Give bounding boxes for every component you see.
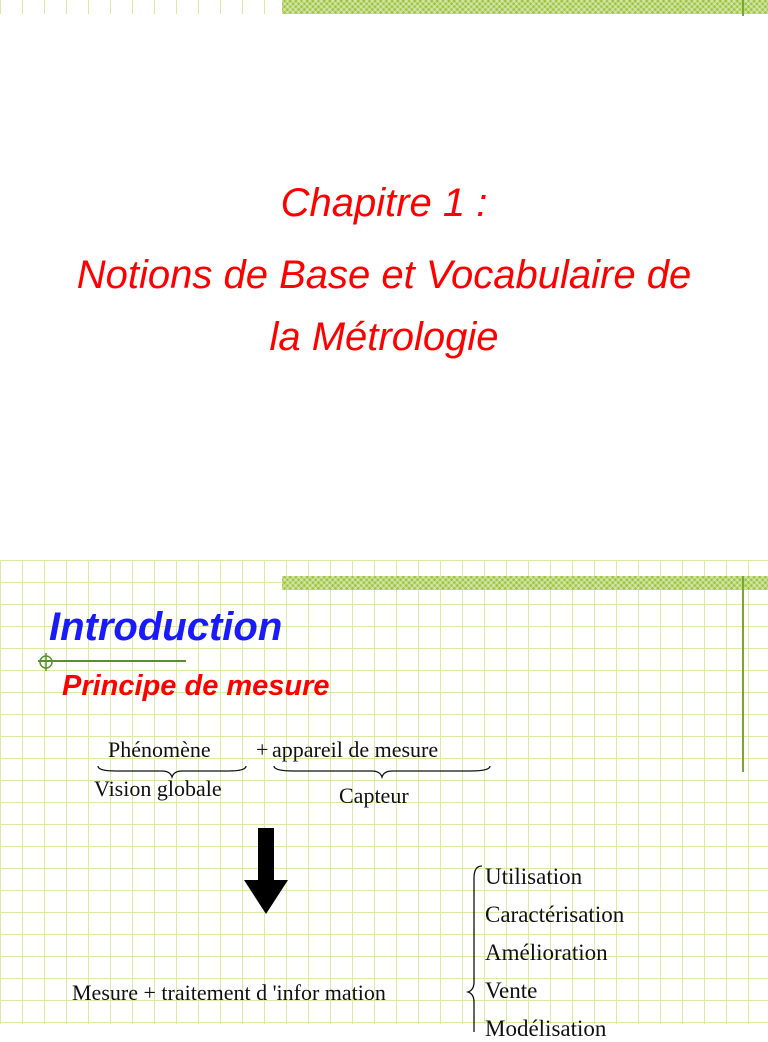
sensor-label: Capteur (339, 783, 409, 808)
section-subheading: Principe de mesure (62, 670, 330, 702)
chapter-title: Chapitre 1 : (280, 181, 488, 225)
chapter-subtitle-line2: la Métrologie (269, 315, 499, 359)
down-arrow-icon (244, 828, 288, 914)
chapter-subtitle-line1: Notions de Base et Vocabulaire de (76, 253, 692, 297)
top-green-band (282, 576, 768, 590)
underbrace-instrument (272, 764, 492, 778)
measurement-processing: Mesure + traitement d 'infor mation (72, 980, 386, 1005)
top-green-band (282, 0, 768, 14)
curly-brace-icon (466, 864, 484, 1034)
use-item-4: Vente (485, 978, 538, 1003)
use-item-5: Modélisation (485, 1016, 607, 1041)
instrument-term: appareil de mesure (272, 737, 439, 762)
use-item-3: Amélioration (485, 940, 608, 965)
section-heading: Introduction (49, 605, 283, 649)
crosshair-icon (36, 653, 56, 671)
introduction-slide (0, 560, 768, 1041)
global-view-label: Vision globale (94, 776, 222, 801)
heading-underline (38, 660, 186, 662)
use-item-1: Utilisation (485, 864, 583, 889)
vertical-rule (742, 576, 744, 772)
vertical-rule (742, 0, 744, 16)
phenomenon-term: Phénomène (108, 737, 211, 762)
plus-sign: + (256, 737, 269, 762)
use-item-2: Caractérisation (485, 902, 625, 927)
